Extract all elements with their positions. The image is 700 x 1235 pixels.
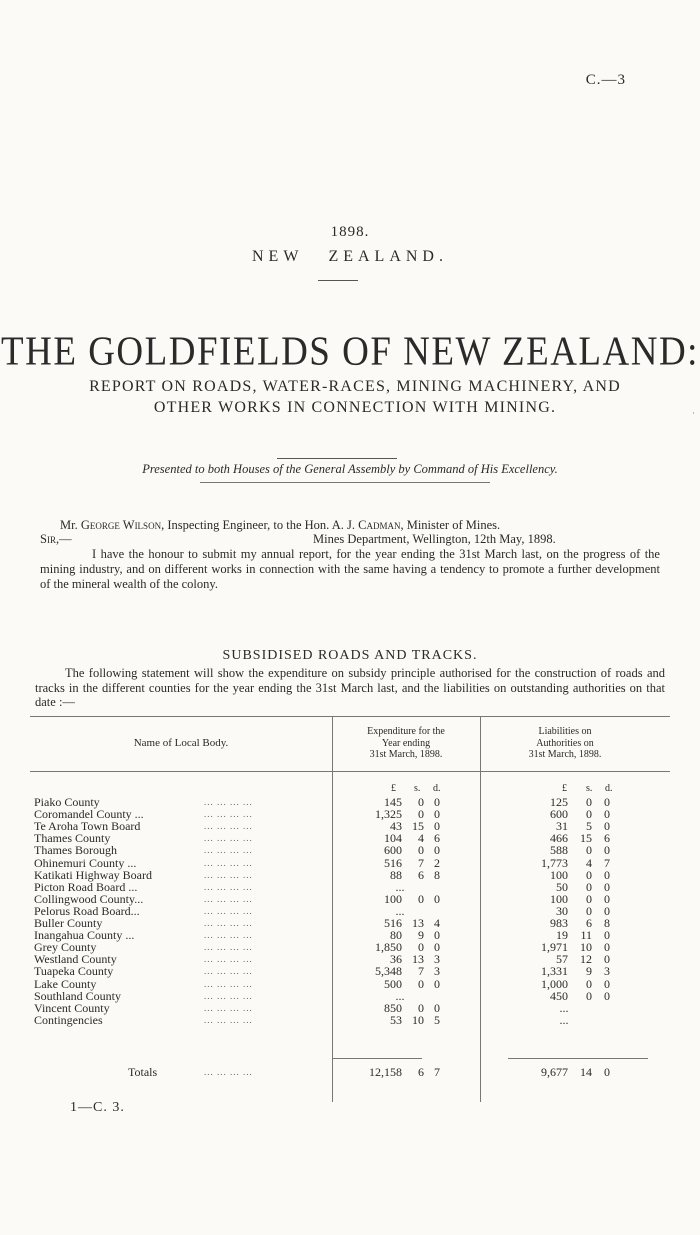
exp-value: 9 (418, 928, 424, 943)
table-row (30, 869, 670, 881)
lia-value: 0 (604, 928, 610, 943)
local-body-name: Inangahua County ... (34, 928, 135, 943)
lia-value: 57 (556, 952, 568, 967)
document-subtitle (30, 376, 680, 418)
lia-value: 0 (586, 976, 592, 991)
section-intro: The following statement will show the expenditure on subsidy principle authorised for the construction of roads and tracks in the different counties for the year ending the 31st March last, and the liabilities on outstanding authorities on that date :— (35, 666, 665, 709)
lia-value: 8 (604, 916, 610, 930)
exp-value: 10 (412, 1012, 424, 1027)
exp-value: 6 (418, 867, 424, 882)
exp-value: 0 (418, 1000, 424, 1015)
total-exp-value: 6 (418, 1065, 424, 1079)
lia-value: 0 (586, 795, 592, 809)
lia-value: 50 (556, 879, 568, 894)
salutation: Sir,— (40, 532, 72, 546)
leader-dots: ... ... ... ... (204, 797, 253, 807)
lia-value: 983 (550, 916, 568, 930)
lia-value: 12 (580, 952, 592, 967)
local-body-name: Vincent County (34, 1000, 110, 1015)
exp-value: 0 (434, 928, 440, 943)
exp-value: 5,348 (375, 964, 402, 979)
recipient-role: , Minister of Mines. (400, 518, 501, 532)
lia-value: 6 (604, 831, 610, 846)
lia-value: 0 (604, 843, 610, 858)
exp-value: 88 (390, 867, 402, 882)
lia-value: 0 (604, 952, 610, 967)
totals-label: Totals (128, 1065, 158, 1079)
lia-value: 466 (550, 831, 568, 846)
lia-value: 0 (586, 903, 592, 918)
lia-value: 0 (604, 988, 610, 1003)
header-exp-line: 31st March, 1898. (369, 749, 443, 760)
unit-pence: d. (433, 783, 441, 794)
lia-value: 0 (604, 795, 610, 809)
table-row (30, 844, 670, 856)
total-exp-value: 7 (434, 1065, 440, 1079)
local-body-name: Pelorus Road Board... (34, 903, 140, 918)
exp-nil: ... (395, 903, 405, 918)
exp-value: 0 (418, 843, 424, 858)
exp-value: 100 (384, 891, 402, 906)
lia-value: 0 (604, 940, 610, 955)
letter-mr: Mr. (60, 518, 78, 532)
local-body-name: Picton Road Board ... (34, 879, 138, 894)
local-body-name: Te Aroha Town Board (34, 819, 141, 834)
leader-dots: ... ... ... ... (204, 809, 253, 820)
divider (277, 458, 397, 459)
exp-value: 0 (434, 819, 440, 834)
subtitle-line-2: OTHER WORKS IN CONNECTION WITH MINING. (153, 399, 557, 416)
exp-value: 500 (384, 976, 402, 991)
country-word-2: ZEALAND. (328, 248, 448, 265)
total-lia-value: 0 (604, 1065, 610, 1079)
header-local-body: Name of Local Body. (133, 737, 229, 749)
table-row (30, 978, 670, 990)
local-body-name: Grey County (34, 940, 97, 955)
lia-value: 0 (604, 807, 610, 822)
exp-value: 0 (434, 976, 440, 991)
leader-dots: ... ... ... ... (204, 869, 253, 880)
leader-dots: ... ... ... ... (204, 918, 253, 928)
exp-value: 600 (384, 843, 402, 858)
lia-value: 15 (580, 831, 592, 846)
divider (318, 280, 358, 281)
table-row (30, 905, 670, 917)
local-body-name: Thames Borough (34, 843, 117, 858)
sender-role: , Inspecting Engineer, to the Hon. A. J. (161, 518, 355, 532)
letter-address (60, 518, 500, 533)
local-body-name: Katikati Highway Board (34, 867, 152, 882)
local-body-name: Tuapeka County (34, 964, 114, 979)
leader-dots: ... ... ... ... (204, 881, 253, 892)
table-row (30, 990, 670, 1002)
lia-nil: ... (559, 1000, 569, 1015)
unit-pence: d. (605, 783, 613, 794)
lia-value: 9 (586, 964, 592, 979)
exp-value: 0 (434, 843, 440, 858)
exp-value: 0 (434, 891, 440, 906)
leader-dots: ... ... ... ... (204, 1002, 253, 1013)
leader-dots: ... ... ... ... (204, 942, 253, 953)
lia-value: 0 (586, 807, 592, 822)
lia-value: 0 (586, 891, 592, 906)
leader-dots: ... ... ... ... (204, 990, 253, 1001)
letter-body: I have the honour to submit my annual report, for the year ending the 31st March last, on the progress of the mining industry, and on different works in connection with the same having a tendency to promote a further development of the mineral wealth of the colony. (40, 547, 660, 591)
header-lia-line: Liabilities on (538, 726, 592, 737)
exp-value: 7 (418, 964, 424, 979)
lia-value: 5 (586, 819, 592, 834)
total-exp-value: 12,158 (369, 1065, 402, 1079)
leader-dots: ... ... ... ... (204, 905, 253, 916)
department-date: Mines Department, Wellington, 12th May, 1898. (313, 532, 556, 546)
exp-value: 3 (434, 952, 440, 967)
exp-value: 15 (412, 819, 424, 834)
exp-value: 0 (434, 807, 440, 822)
local-body-name: Coromandel County ... (34, 807, 144, 822)
header-exp-line: Year ending (381, 737, 431, 749)
lia-value: 7 (604, 855, 610, 870)
table-row (30, 965, 670, 977)
exp-value: 1,850 (375, 940, 402, 955)
margin-mark: · (692, 408, 695, 418)
exp-value: 0 (434, 1000, 440, 1015)
exp-value: 2 (434, 855, 440, 870)
exp-value: 13 (412, 916, 424, 930)
lia-value: 31 (556, 819, 568, 834)
local-body-name: Lake County (34, 976, 97, 991)
table-row (30, 953, 670, 965)
local-body-name: Piako County (34, 795, 100, 809)
country-heading (0, 248, 700, 266)
unit-pounds: £ (391, 783, 396, 794)
table-row (30, 893, 670, 905)
lia-value: 1,773 (541, 855, 568, 870)
exp-value: 3 (434, 964, 440, 979)
lia-value: 450 (550, 988, 568, 1003)
total-rule (508, 1058, 648, 1059)
recipient-name: Cadman (358, 518, 401, 532)
header-rule (30, 771, 670, 772)
lia-value: 0 (604, 879, 610, 894)
divider (200, 482, 490, 483)
local-body-name: Southland County (34, 988, 122, 1003)
exp-value: 13 (412, 952, 424, 967)
exp-value: 0 (434, 795, 440, 809)
table-top-rule (30, 716, 670, 717)
total-lia-value: 14 (580, 1065, 592, 1079)
exp-nil: ... (395, 879, 405, 894)
exp-value: 4 (418, 831, 424, 846)
lia-nil: ... (559, 1012, 569, 1027)
leader-dots: ... ... ... ... (204, 930, 253, 941)
lia-value: 10 (580, 940, 592, 955)
lia-value: 0 (586, 879, 592, 894)
exp-value: 4 (434, 916, 440, 930)
table-row (30, 1002, 670, 1014)
country-word-1: NEW (252, 248, 304, 265)
total-rule (332, 1058, 422, 1059)
lia-value: 0 (604, 891, 610, 906)
lia-value: 0 (586, 843, 592, 858)
exp-value: 0 (418, 795, 424, 809)
local-body-name: Contingencies (34, 1012, 103, 1027)
leader-dots: ... ... ... ... (204, 857, 253, 868)
document-title: THE GOLDFIELDS OF NEW ZEALAND: (1, 328, 699, 375)
table-row (30, 820, 670, 832)
lia-value: 1,331 (541, 964, 568, 979)
exp-value: 516 (384, 916, 402, 930)
page-reference: C.—3 (585, 72, 626, 88)
exp-value: 0 (418, 976, 424, 991)
exp-value: 516 (384, 855, 402, 870)
lia-value: 1,971 (541, 940, 568, 955)
leader-dots: ... ... ... ... (204, 821, 253, 832)
exp-value: 80 (390, 928, 402, 943)
lia-value: 588 (550, 843, 568, 858)
exp-value: 0 (418, 891, 424, 906)
sheet-reference: 1—C. 3. (70, 1100, 125, 1115)
lia-value: 100 (550, 891, 568, 906)
lia-value: 6 (586, 916, 592, 930)
exp-value: 850 (384, 1000, 402, 1015)
exp-value: 0 (434, 940, 440, 955)
table-row (30, 857, 670, 869)
presented-line: Presented to both Houses of the General Assembly by Command of His Excellency. (142, 462, 558, 476)
exp-nil: ... (395, 988, 405, 1003)
table-row (30, 941, 670, 953)
lia-value: 1,000 (541, 976, 568, 991)
exp-value: 53 (390, 1012, 402, 1027)
header-exp-line: Expenditure for the (367, 726, 445, 737)
header-lia-line: 31st March, 1898. (528, 749, 602, 760)
lia-value: 30 (556, 903, 568, 918)
lia-value: 0 (604, 819, 610, 834)
table-row (30, 929, 670, 941)
header-lia-line: Authorities on (536, 737, 594, 749)
leader-dots: ... ... ... ... (204, 845, 253, 856)
local-body-name: Westland County (34, 952, 117, 967)
local-body-name: Buller County (34, 916, 103, 930)
lia-value: 0 (604, 976, 610, 991)
table-row (30, 1014, 670, 1026)
local-body-name: Thames County (34, 831, 111, 846)
exp-value: 7 (418, 855, 424, 870)
exp-value: 5 (434, 1012, 440, 1027)
exp-value: 8 (434, 867, 440, 882)
table-row (30, 832, 670, 844)
local-body-name: Collingwood County... (34, 891, 144, 906)
table-row (30, 881, 670, 893)
leader-dots: ... ... ... ... (204, 978, 253, 989)
unit-shillings: s. (586, 783, 593, 794)
lia-value: 19 (556, 928, 568, 943)
unit-pounds: £ (562, 783, 567, 794)
exp-value: 104 (384, 831, 402, 846)
lia-value: 3 (604, 964, 610, 979)
exp-value: 145 (384, 795, 402, 809)
leader-dots: ... ... ... ... (204, 954, 253, 965)
lia-value: 0 (604, 903, 610, 918)
header-expenditure (332, 726, 480, 761)
leader-dots: ... ... ... ... (204, 966, 253, 977)
lia-value: 0 (604, 867, 610, 882)
lia-value: 125 (550, 795, 568, 809)
leader-dots: ... ... ... ... (204, 1067, 253, 1077)
exp-value: 1,325 (375, 807, 402, 822)
lia-value: 0 (586, 988, 592, 1003)
total-lia-value: 9,677 (541, 1065, 568, 1079)
lia-value: 11 (580, 928, 592, 943)
local-body-name: Ohinemuri County ... (34, 855, 137, 870)
exp-value: 36 (390, 952, 402, 967)
lia-value: 100 (550, 867, 568, 882)
exp-value: 0 (418, 940, 424, 955)
sender-name: George Wilson (80, 518, 162, 532)
exp-value: 43 (390, 819, 402, 834)
exp-value: 6 (434, 831, 440, 846)
report-year: 1898. (330, 224, 370, 240)
leader-dots: ... ... ... ... (204, 893, 253, 904)
leader-dots: ... ... ... ... (204, 1014, 253, 1025)
lia-value: 4 (586, 855, 592, 870)
totals-row (30, 1066, 670, 1078)
section-heading: SUBSIDISED ROADS AND TRACKS. (222, 648, 478, 663)
lia-value: 600 (550, 807, 568, 822)
header-liabilities (480, 726, 650, 761)
lia-value: 0 (586, 867, 592, 882)
subtitle-line-1: REPORT ON ROADS, WATER-RACES, MINING MACHINERY, AND (89, 378, 621, 395)
exp-value: 0 (418, 807, 424, 822)
leader-dots: ... ... ... ... (204, 833, 253, 844)
unit-shillings: s. (414, 783, 421, 794)
